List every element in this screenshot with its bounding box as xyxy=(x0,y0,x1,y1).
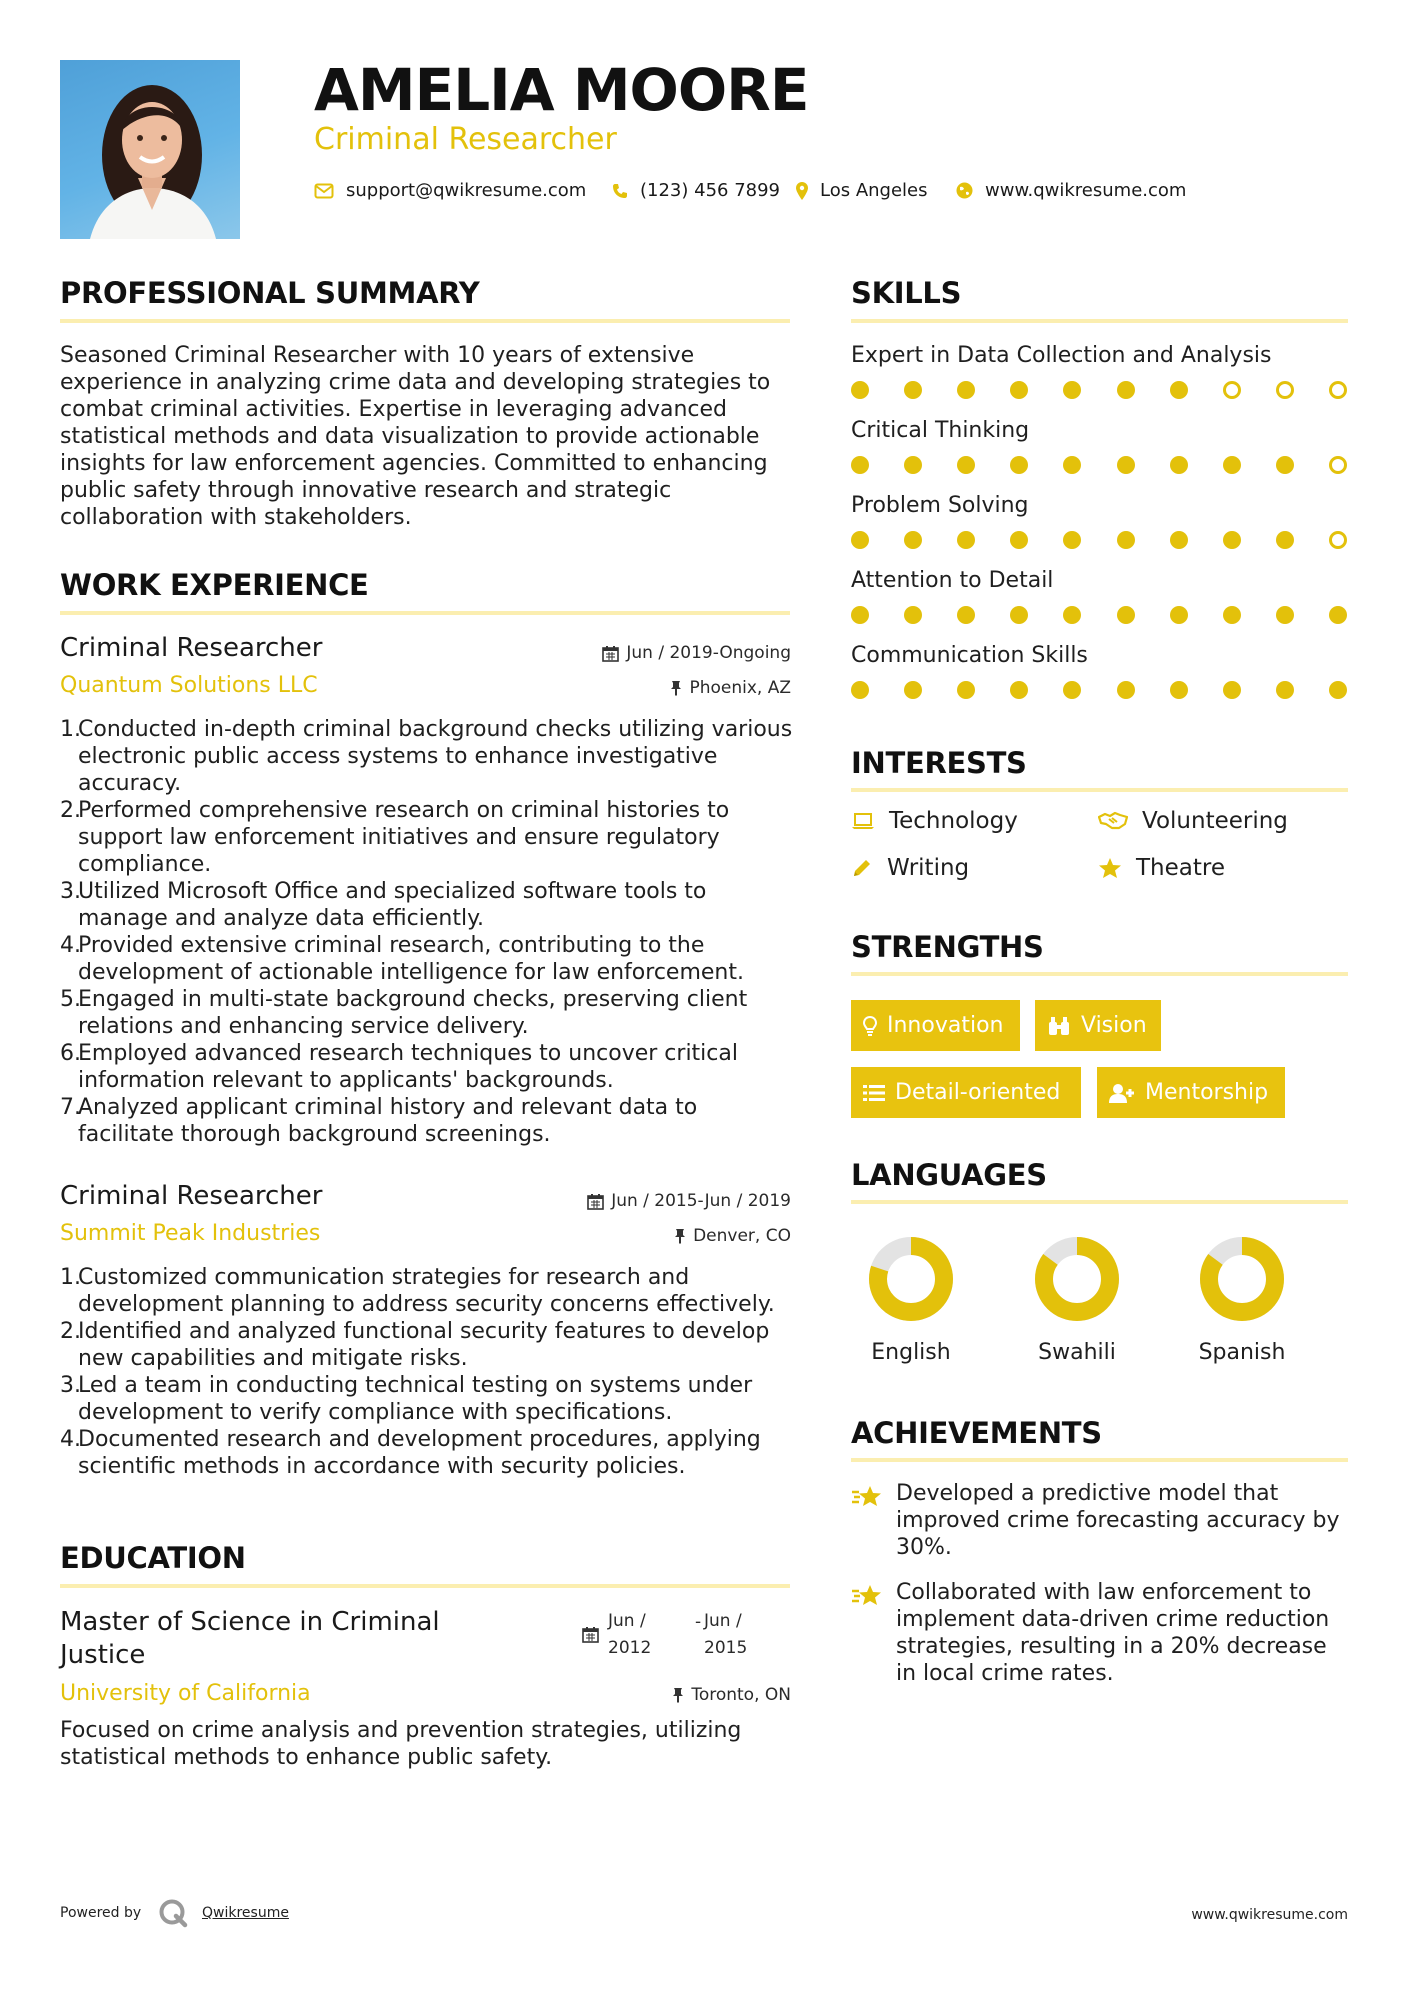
rating-dot-filled xyxy=(1117,456,1135,474)
qwikresume-logo-icon xyxy=(158,1898,188,1932)
skill-name: Communication Skills xyxy=(851,643,1088,668)
list-item: 7.Analyzed applicant criminal history and relevant data to facilitate thorough background screenings. xyxy=(60,1095,698,1147)
education-start xyxy=(608,1608,651,1662)
globe-icon xyxy=(956,182,973,199)
rating-dot-filled xyxy=(1010,606,1028,624)
work-heading: WORK EXPERIENCE xyxy=(60,568,369,602)
trophy-star-icon xyxy=(851,1484,883,1514)
pencil-icon xyxy=(851,857,873,879)
rating-dot-filled xyxy=(1276,531,1294,549)
rating-dot-filled xyxy=(957,681,975,699)
achievement-item: Developed a predictive model that improved crime forecasting accuracy by 30%. xyxy=(896,1481,1340,1560)
education-divider xyxy=(60,1584,790,1588)
rating-dot-filled xyxy=(904,381,922,399)
strength-chip: Mentorship xyxy=(1097,1067,1285,1118)
rating-dot-filled xyxy=(1170,606,1188,624)
languages-divider xyxy=(851,1200,1348,1204)
summary-divider xyxy=(60,319,790,323)
job-1-location xyxy=(670,678,791,698)
strengths-heading: STRENGTHS xyxy=(851,930,1044,964)
footer-brand-link[interactable]: Qwikresume xyxy=(202,1905,289,1921)
rating-dot-filled xyxy=(1010,381,1028,399)
footer-website[interactable]: www.qwikresume.com xyxy=(1191,1907,1348,1923)
skill-name: Expert in Data Collection and Analysis xyxy=(851,343,1272,368)
rating-dot-filled xyxy=(1170,531,1188,549)
star-icon xyxy=(1098,857,1122,879)
rating-dot-filled xyxy=(1170,456,1188,474)
list-item: 6.Employed advanced research techniques to uncover critical information relevant to applicants' backgrounds. xyxy=(60,1041,738,1093)
rating-dot-filled xyxy=(1117,681,1135,699)
rating-dot-filled xyxy=(1276,606,1294,624)
language-donut xyxy=(1199,1236,1285,1322)
list-item: 1.Customized communication strategies for research and development planning to address security concerns effectively. xyxy=(60,1265,775,1317)
interests-divider xyxy=(851,788,1348,792)
location-text: Los Angeles xyxy=(820,180,928,201)
rating-dot-filled xyxy=(1063,381,1081,399)
rating-dot-filled xyxy=(1063,531,1081,549)
job-2-duties xyxy=(60,1264,800,1480)
rating-dot-filled xyxy=(851,456,869,474)
handshake-icon xyxy=(1098,811,1128,831)
job-2-title: Criminal Researcher xyxy=(60,1181,323,1211)
rating-dot-empty xyxy=(1329,456,1347,474)
education-description: Focused on crime analysis and prevention strategies, utilizing statistical methods to enhance public safety. xyxy=(60,1718,742,1770)
job-1-title: Criminal Researcher xyxy=(60,633,323,663)
list-item: 3.Led a team in conducting technical testing on systems under development to verify compliance with specifications. xyxy=(60,1373,753,1425)
rating-dot-filled xyxy=(1329,606,1347,624)
rating-dot-filled xyxy=(1063,606,1081,624)
rating-dot-filled xyxy=(904,681,922,699)
skill-name: Attention to Detail xyxy=(851,568,1054,593)
calendar-icon xyxy=(587,1193,604,1210)
rating-dot-filled xyxy=(1117,381,1135,399)
rating-dot-empty xyxy=(1223,381,1241,399)
skill-name: Problem Solving xyxy=(851,493,1029,518)
skills-divider xyxy=(851,319,1348,323)
job-2-location-text: Denver, CO xyxy=(693,1226,791,1246)
job-1-duties xyxy=(60,716,800,1148)
interests-heading: INTERESTS xyxy=(851,746,1027,780)
rating-dot-filled xyxy=(1223,531,1241,549)
interest-item: Technology xyxy=(851,808,1018,834)
contact-website[interactable] xyxy=(956,180,1186,201)
skill-name: Critical Thinking xyxy=(851,418,1030,443)
list-item: 5.Engaged in multi-state background checks, preserving client relations and enhancing service delivery. xyxy=(60,987,748,1039)
education-heading: EDUCATION xyxy=(60,1541,246,1575)
calendar-icon xyxy=(582,1626,599,1647)
job-2-date-text: Jun / 2015-Jun / 2019 xyxy=(611,1191,791,1211)
language-name: Swahili xyxy=(1038,1340,1116,1365)
language-name: Spanish xyxy=(1198,1340,1286,1365)
candidate-name: AMELIA MOORE xyxy=(314,56,809,124)
job-2-company: Summit Peak Industries xyxy=(60,1221,321,1246)
rating-dot-filled xyxy=(1223,606,1241,624)
rating-dot-filled xyxy=(1329,681,1347,699)
skill-rating xyxy=(851,381,1347,399)
list-item: 1.Conducted in-depth criminal background checks utilizing various electronic public access systems to enhance investigative accuracy. xyxy=(60,717,793,796)
education-end-month: Jun / xyxy=(704,1611,742,1631)
job-1-date-text: Jun / 2019-Ongoing xyxy=(626,643,791,663)
envelope-icon xyxy=(314,183,334,199)
pushpin-icon xyxy=(672,1687,684,1703)
calendar-icon xyxy=(602,645,619,662)
rating-dot-empty xyxy=(1329,531,1347,549)
rating-dot-empty xyxy=(1329,381,1347,399)
rating-dot-filled xyxy=(904,456,922,474)
list-item: 2.Performed comprehensive research on criminal histories to support law enforcement initiatives and ensure regulatory compliance. xyxy=(60,798,730,877)
language-donut xyxy=(868,1236,954,1322)
profile-photo xyxy=(60,60,240,239)
list-item: 2.Identified and analyzed functional security features to develop new capabilities and mitigate risks. xyxy=(60,1319,770,1371)
footer-powered-by: Powered by xyxy=(60,1905,142,1921)
skill-rating xyxy=(851,606,1347,624)
interest-item: Volunteering xyxy=(1098,808,1288,834)
summary-text: Seasoned Criminal Researcher with 10 years of extensive experience in analyzing crime data and developing strategies to combat criminal activities. Expertise in leveraging advanced statistical methods and data visualization to provide actionable insights for law enforcement agencies. Committed to enhancing public safety through innovative research and strategic collaboration with stakeholders. xyxy=(60,343,771,530)
rating-dot-filled xyxy=(1223,456,1241,474)
rating-dot-filled xyxy=(957,456,975,474)
skills-heading: SKILLS xyxy=(851,276,962,310)
rating-dot-filled xyxy=(957,531,975,549)
user-plus-icon xyxy=(1109,1083,1135,1103)
contact-location xyxy=(796,180,928,201)
rating-dot-filled xyxy=(904,531,922,549)
education-start-year: 2012 xyxy=(608,1638,652,1658)
list-item: 4.Provided extensive criminal research, contributing to the development of actionable intelligence for law enforcement. xyxy=(60,933,744,985)
achievements-divider xyxy=(851,1458,1348,1462)
interest-item: Theatre xyxy=(1098,855,1225,881)
school-name: University of California xyxy=(60,1681,311,1706)
website-text: www.qwikresume.com xyxy=(985,180,1187,201)
job-1-location-text: Phoenix, AZ xyxy=(689,678,791,698)
strength-chip: Detail-oriented xyxy=(851,1067,1081,1118)
language-donut xyxy=(1034,1236,1120,1322)
rating-dot-filled xyxy=(904,606,922,624)
rating-dot-filled xyxy=(1010,681,1028,699)
rating-dot-filled xyxy=(851,531,869,549)
trophy-star-icon xyxy=(851,1583,883,1613)
rating-dot-filled xyxy=(957,606,975,624)
rating-dot-filled xyxy=(851,681,869,699)
strengths-divider xyxy=(851,972,1348,976)
education-end xyxy=(704,1608,747,1662)
rating-dot-filled xyxy=(851,606,869,624)
phone-text: (123) 456 7899 xyxy=(640,180,781,201)
rating-dot-filled xyxy=(1223,681,1241,699)
strength-chip: Vision xyxy=(1035,1000,1161,1051)
binoculars-icon xyxy=(1047,1016,1071,1036)
interest-item: Writing xyxy=(851,855,969,881)
skill-rating xyxy=(851,681,1347,699)
summary-heading: PROFESSIONAL SUMMARY xyxy=(60,276,480,310)
job-2-location xyxy=(674,1226,791,1246)
job-2-date xyxy=(587,1191,791,1211)
rating-dot-filled xyxy=(1010,531,1028,549)
job-1-date xyxy=(602,643,791,663)
degree-title: Master of Science in Criminal Justice xyxy=(60,1607,440,1670)
rating-dot-filled xyxy=(1276,456,1294,474)
strength-chip: Innovation xyxy=(851,1000,1020,1051)
language-name: English xyxy=(871,1340,951,1365)
education-location-text: Toronto, ON xyxy=(691,1685,791,1705)
education-location xyxy=(672,1685,791,1705)
job-1-company: Quantum Solutions LLC xyxy=(60,673,318,698)
contact-phone[interactable] xyxy=(612,180,780,201)
education-dash: - xyxy=(695,1612,702,1632)
rating-dot-filled xyxy=(1063,681,1081,699)
rating-dot-filled xyxy=(1170,381,1188,399)
rating-dot-filled xyxy=(1010,456,1028,474)
education-end-year: 2015 xyxy=(704,1638,748,1658)
languages-heading: LANGUAGES xyxy=(851,1158,1047,1192)
rating-dot-filled xyxy=(1276,681,1294,699)
achievements-heading: ACHIEVEMENTS xyxy=(851,1416,1102,1450)
work-divider xyxy=(60,611,790,615)
candidate-role: Criminal Researcher xyxy=(314,122,617,157)
rating-dot-filled xyxy=(1063,456,1081,474)
email-text: support@qwikresume.com xyxy=(346,180,587,201)
rating-dot-empty xyxy=(1276,381,1294,399)
rating-dot-filled xyxy=(851,381,869,399)
contact-email[interactable] xyxy=(314,180,586,201)
pushpin-icon xyxy=(674,1228,686,1244)
pushpin-icon xyxy=(670,680,682,696)
rating-dot-filled xyxy=(1170,681,1188,699)
phone-icon xyxy=(612,183,628,199)
map-pin-icon xyxy=(796,182,808,200)
lightbulb-icon xyxy=(863,1016,877,1036)
laptop-icon xyxy=(851,812,875,830)
rating-dot-filled xyxy=(1117,531,1135,549)
rating-dot-filled xyxy=(1117,606,1135,624)
skill-rating xyxy=(851,531,1347,549)
list-icon xyxy=(863,1084,885,1102)
rating-dot-filled xyxy=(957,381,975,399)
achievement-item: Collaborated with law enforcement to implement data-driven crime reduction strategies, resulting in a 20% decrease in local crime rates. xyxy=(896,1580,1330,1686)
list-item: 4.Documented research and development procedures, applying scientific methods in accordance with security policies. xyxy=(60,1427,761,1479)
skill-rating xyxy=(851,456,1347,474)
list-item: 3.Utilized Microsoft Office and specialized software tools to manage and analyze data efficiently. xyxy=(60,879,707,931)
education-start-month: Jun / xyxy=(608,1611,646,1631)
